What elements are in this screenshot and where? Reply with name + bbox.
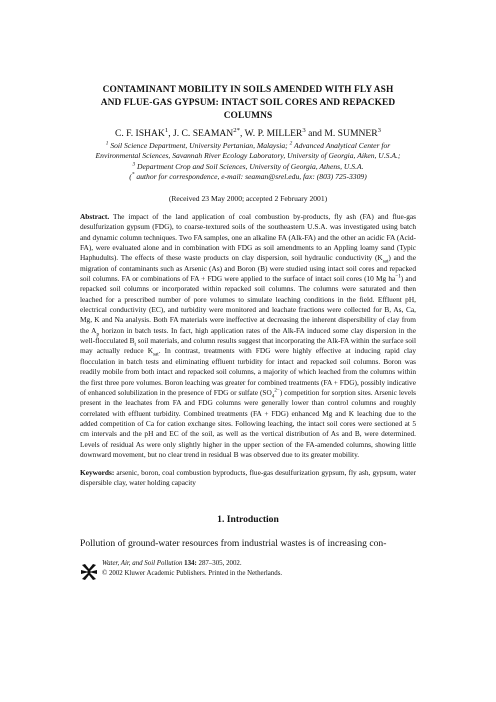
abstract-superscript: −1	[395, 273, 401, 280]
author-affiliation-mark: 3	[302, 126, 306, 134]
author-list	[60, 128, 436, 140]
abstract-label: Abstract.	[80, 212, 110, 221]
body-text: Pollution of ground-water resources from industrial wastes is of increasing con-	[80, 538, 387, 549]
journal-pages: 287–305, 2002.	[196, 560, 242, 567]
publisher-logo	[80, 562, 98, 582]
abstract-subscript: p	[96, 331, 100, 338]
article-title	[60, 84, 436, 123]
author-name: C. F. ISHAK	[114, 128, 165, 139]
keywords-label: Keywords:	[80, 468, 115, 477]
abstract-text: The impact of the land application of coal combustion by-products, fly ash (FA) and flue-gas desulfurization gypsum (FDG), to coarse-textured soils of the southeastern U.S.A. was investigated using batch and dynamic column techniques. Two FA samples, one an alkaline FA (Alk-FA) and the other an acidic FA (Acid-FA), were evaluated alone and in combination with FDG as soil amendments to an Appling loamy sand (Typic Haphudults). The effects of these waste products on clay dispersion, soil hydraulic conductivity (K	[80, 212, 416, 263]
title-line: CONTAMINANT MOBILITY IN SOILS AMENDED WITH FLY ASH	[102, 85, 394, 95]
abstract-superscript: 2−	[274, 387, 280, 394]
author-affiliation-mark: 2*	[233, 126, 240, 134]
keywords	[80, 468, 416, 489]
correspondence-line	[58, 172, 438, 182]
abstract-text: horizon in batch tests. In fact, high application rates of the Alk-FA induced some clay dispersion in the well-flocculated B	[80, 325, 416, 346]
author-name: , W. P. MILLER	[239, 128, 303, 139]
affiliation-line	[58, 141, 438, 151]
author-affiliation-mark: 3	[377, 126, 382, 134]
affiliation-mark: 1	[105, 140, 109, 147]
journal-name: Water, Air, and Soil Pollution	[102, 560, 183, 567]
affiliations	[58, 141, 438, 182]
correspondence-mark: *	[131, 171, 135, 178]
abstract-text: ) competition for sorption sites. Arsenic levels present in the leachates from FA and FDG columns were generally lower than control columns and roughly correlated with effluent turbidity. Combined treatments (FA + FDG) enhanced Mg and K leaching due to the added competition of Ca for cation exchange sites. Following leaching, the intact soil cores were sectioned at 5 cm intervals and the pH and EC of the soil, as well as the vertical distribution of As and B, were determined. Levels of residual As were only slightly higher in the upper section of the FA-amended columns, showing little downward movement, but no clear trend in residual B was observed due to its greater mobility.	[80, 387, 416, 459]
keywords-text: arsenic, boron, coal combustion byproducts, flue-gas desulfurization gypsum, fly ash, gypsum, water dispersible clay, water holding capacity	[80, 468, 416, 488]
journal-citation	[102, 559, 242, 569]
affiliation-mark: 3	[132, 161, 136, 168]
abstract-subscript: sat	[382, 258, 389, 265]
abstract-subscript: t	[134, 341, 136, 348]
affiliation-text: Department Crop and Soil Sciences, University of Georgia, Athens, U.S.A.	[135, 161, 364, 171]
title-line: AND FLUE-GAS GYPSUM: INTACT SOIL CORES AND REPACKED	[100, 98, 396, 108]
author-affiliation-mark: 1	[164, 126, 169, 134]
abstract-text: soil materials, and column results suggest that incorporating the Alk-FA within the surface soil may actually reduce K	[80, 336, 416, 356]
abstract-subscript: sat	[153, 351, 159, 358]
correspondence-text: author for correspondence, e-mail: seaman@srel.edu, fax: (803) 725-3309)	[134, 171, 367, 181]
correspondence-paren: (	[129, 171, 132, 181]
journal-volume: 134:	[184, 560, 197, 567]
affiliation-text: Soil Science Department, University Pertanian, Malaysia;	[108, 141, 290, 150]
copyright-notice: © 2002 Kluwer Academic Publishers. Printed in the Netherlands.	[102, 569, 283, 577]
abstract-text: . In contrast, treatments with FDG were highly effective at inducing rapid clay flocculation in batch tests and eliminating effluent turbidity for intact and repacked soil columns. Boron was readily mobile from both intact and repacked soil columns, a majority of which leached from the columns within the first three pore volumes. Boron leaching was greater for combined treatments (FA + FDG), possibly indicative of enhanced solubilization in the presence of FDG or sulfate (SO	[80, 346, 416, 397]
affiliation-text: Advanced Analytical Center for	[292, 141, 391, 150]
title-line: COLUMNS	[223, 111, 273, 121]
abstract	[80, 212, 416, 460]
received-dates: (Received 23 May 2000; accepted 2 February 2001)	[168, 194, 328, 203]
section-heading: 1. Introduction	[217, 514, 279, 525]
author-name: , J. C. SEAMAN	[168, 128, 234, 139]
affiliation-line	[58, 162, 438, 172]
author-name: and M. SUMNER	[305, 128, 378, 139]
abstract-subscript: 4	[271, 393, 275, 400]
abstract-text: ) and repacked soil columns or incorporated within repacked soil columns. The columns were saturated and then leached for a prescribed number of pore volumes to simulate leaching conditions in the field. Effluent pH, electrical conductivity (EC), and turbidity were monitored and leachate fractions were collected for B, As, Ca, Mg, K and Na analysis. Both FA materials were ineffective at decreasing the inherent dispersibility of clay from the A	[80, 274, 416, 335]
affiliation-mark: 2	[289, 140, 293, 147]
abstract-text: ) and the migration of contaminants such as Arsenic (As) and Boron (B) were studied using intact soil cores and repacked soil columns. FA or combinations of FA + FDG were applied to the surface of intact soil cores (10 Mg ha	[80, 253, 416, 284]
affiliation-line: Environmental Sciences, Savannah River Ecology Laboratory, University of Georgia, Aiken, U.S.A.;	[95, 151, 401, 161]
